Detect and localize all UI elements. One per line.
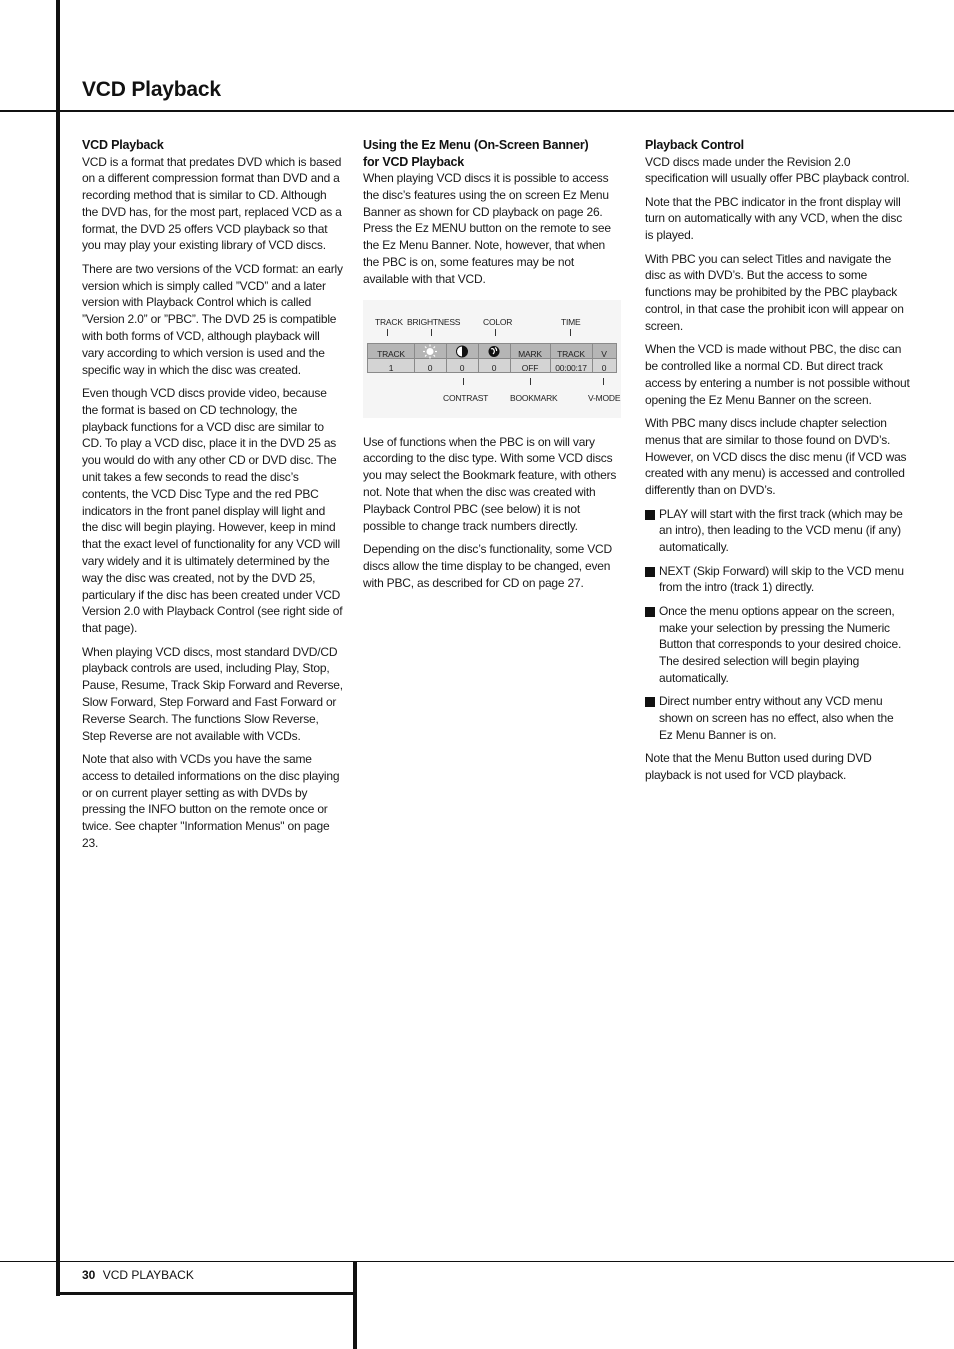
heading-line: Using the Ez Menu (On-Screen Banner)	[363, 138, 589, 152]
footer-divider-bar	[353, 1261, 357, 1349]
cell-time-value: 00:00:17	[555, 362, 587, 373]
label-color: COLOR	[483, 316, 513, 327]
cell-v-header: V	[601, 348, 607, 359]
section-heading	[363, 137, 621, 170]
square-bullet-icon	[645, 697, 655, 707]
banner-top-row	[367, 343, 617, 359]
paragraph: When playing VCD discs it is possible to access the disc’s features using the on screen Ez Menu Banner as shown for CD playback on page 26. Press the Ez MENU button on the remote to see the Ez Menu Banner. Note, however, that when the PBC is on, some features may be not available with that VCD.	[363, 171, 611, 286]
paragraph: Use of functions when the PBC is on will vary according to the disc type. With some VCD discs you may select the Bookmark feature, with others not. Note that when the disc was created with Playback Control PBC (see below) it is not possible to change track numbers directly.	[363, 434, 617, 533]
bullet-item	[645, 506, 910, 556]
bullet-item	[645, 603, 910, 687]
column-ez-menu	[363, 137, 621, 598]
footer	[82, 1268, 194, 1282]
cell-color-value: 0	[491, 362, 497, 373]
paragraph: There are two versions of the VCD format: an early version which is simply called ”VCD” and a later version with Playback Control which is called ”Version 2.0” or ”PBC”. The DVD 25 is compatible with both forms of VCD, although playback will vary according to which version is used and the specific way in which the disc was created.	[82, 261, 343, 377]
page-number: 30	[82, 1268, 96, 1282]
paragraph: With PBC many discs include chapter selection menus that are similar to those found on DVD’s. However, on VCD discs the disc menu (if VCD was created with any menu) is accessed and controlled differently than on DVD’s.	[645, 416, 907, 498]
tick	[387, 329, 388, 336]
paragraph: Even though VCD discs provide video, because the format is based on CD technology, the playback functions for a VCD disc are similar to CD. To play a VCD disc, place it in the DVD 25 as you would do with any other CD or DVD disc. The unit takes a few seconds to read the disc’s contents, the VCD Disc Type and the red PBC indicators in the front panel display will light and the disc will begin playing. However, keep in mind that the exact level of functionality for any VCD will vary widely and it is ultimately determined by the way the disc was created, not by the DVD 25, particulary if the disc has been created under VCD Version 2.0 with Playback Control (see right side of that page).	[82, 386, 343, 636]
label-track: TRACK	[375, 316, 403, 327]
paragraph: VCD discs made under the Revision 2.0 specification will usually offer PBC playback control.	[645, 154, 910, 186]
page-title: VCD Playback	[82, 78, 221, 101]
cell-mark-value: OFF	[521, 362, 539, 373]
label-bookmark: BOOKMARK	[510, 392, 558, 403]
section-heading: Playback Control	[645, 138, 744, 152]
paragraph: Note that also with VCDs you have the same access to detailed informations on the disc playing or on current player setting as with DVDs by pressing the INFO button on the remote once or twice. See chapter "Information Menus" on page 23.	[82, 751, 340, 850]
column-playback-control	[645, 137, 910, 791]
cell-contrast-value: 0	[459, 362, 465, 373]
paragraph: Depending on the disc’s functionality, some VCD discs allow the time display to be changed, even with PBC, as described for CD on page 27.	[363, 541, 612, 590]
cell-track-header: TRACK	[377, 348, 405, 359]
banner-bottom-row	[367, 359, 617, 373]
cell-v-value: 0	[601, 362, 607, 373]
square-bullet-icon	[645, 607, 655, 617]
label-contrast: CONTRAST	[443, 392, 489, 403]
footer-box-rule	[56, 1292, 357, 1295]
bullet-text: PLAY will start with the first track (which may be an intro), then leading to the VCD menu (if any) automatically.	[659, 506, 903, 555]
bullet-item	[645, 563, 910, 597]
bullet-item	[645, 693, 910, 743]
section-heading: VCD Playback	[82, 138, 164, 152]
paragraph: With PBC you can select Titles and navigate the disc as with DVD’s. But the access to some functions may be prohibited by the PBC playback control, in that case the prohibit icon will appear on screen.	[645, 251, 904, 333]
column-vcd-playback	[82, 137, 344, 858]
tick	[570, 329, 571, 336]
tick	[463, 378, 464, 385]
ez-menu-banner-figure	[363, 300, 621, 418]
cell-track-value: 1	[388, 362, 394, 373]
label-time: TIME	[561, 316, 581, 327]
bullet-text: Once the menu options appear on the screen, make your selection by pressing the Numeric Button that corresponds to your desired choice. The desired selection will begin playing automatically.	[659, 603, 902, 685]
tick	[603, 378, 604, 385]
paragraph: VCD is a format that predates DVD which is based on a different compression format than DVD and a recording method that is similar to CD. Although the DVD has, for the most part, replaced VCD as a format, the DVD 25 offers VCD playback so that you may play your existing library of VCD discs.	[82, 154, 342, 253]
paragraph: Note that the PBC indicator in the front display will turn on automatically with any VCD, when the disc is played.	[645, 194, 902, 243]
header-rule	[0, 110, 954, 112]
paragraph: Note that the Menu Button used during DVD playback is not used for VCD playback.	[645, 751, 872, 783]
footer-section: VCD PLAYBACK	[102, 1268, 194, 1282]
bullet-text: NEXT (Skip Forward) will skip to the VCD menu from the intro (track 1) directly.	[659, 563, 904, 595]
tick	[495, 329, 496, 336]
bullet-text: Direct number entry without any VCD menu shown on screen has no effect, also when the Ez Menu Banner is on.	[659, 694, 894, 742]
paragraph: When the VCD is made without PBC, the disc can be controlled like a normal CD. But direct track access by entering a number is not possible without opening the Ez Menu Banner on the screen.	[645, 342, 910, 407]
label-vmode: V-MODE	[588, 392, 621, 403]
square-bullet-icon	[645, 567, 655, 577]
heading-line: for VCD Playback	[363, 154, 465, 169]
cell-mark-header: MARK	[518, 348, 542, 359]
footer-rule	[0, 1261, 954, 1262]
label-brightness: BRIGHTNESS	[407, 316, 461, 327]
tick	[431, 329, 432, 336]
left-margin-bar	[56, 0, 60, 1296]
square-bullet-icon	[645, 510, 655, 520]
cell-track2-header: TRACK	[557, 348, 585, 359]
paragraph: When playing VCD discs, most standard DVD/CD playback controls are used, including Play, Stop, Pause, Resume, Track Skip Forward and Reverse, Slow Forward, Step Forward and Fast Forward or Reverse Search. The functions Slow Reverse, Step Reverse are not available with VCDs.	[82, 644, 343, 743]
cell-brightness-value: 0	[427, 362, 433, 373]
tick	[530, 378, 531, 385]
